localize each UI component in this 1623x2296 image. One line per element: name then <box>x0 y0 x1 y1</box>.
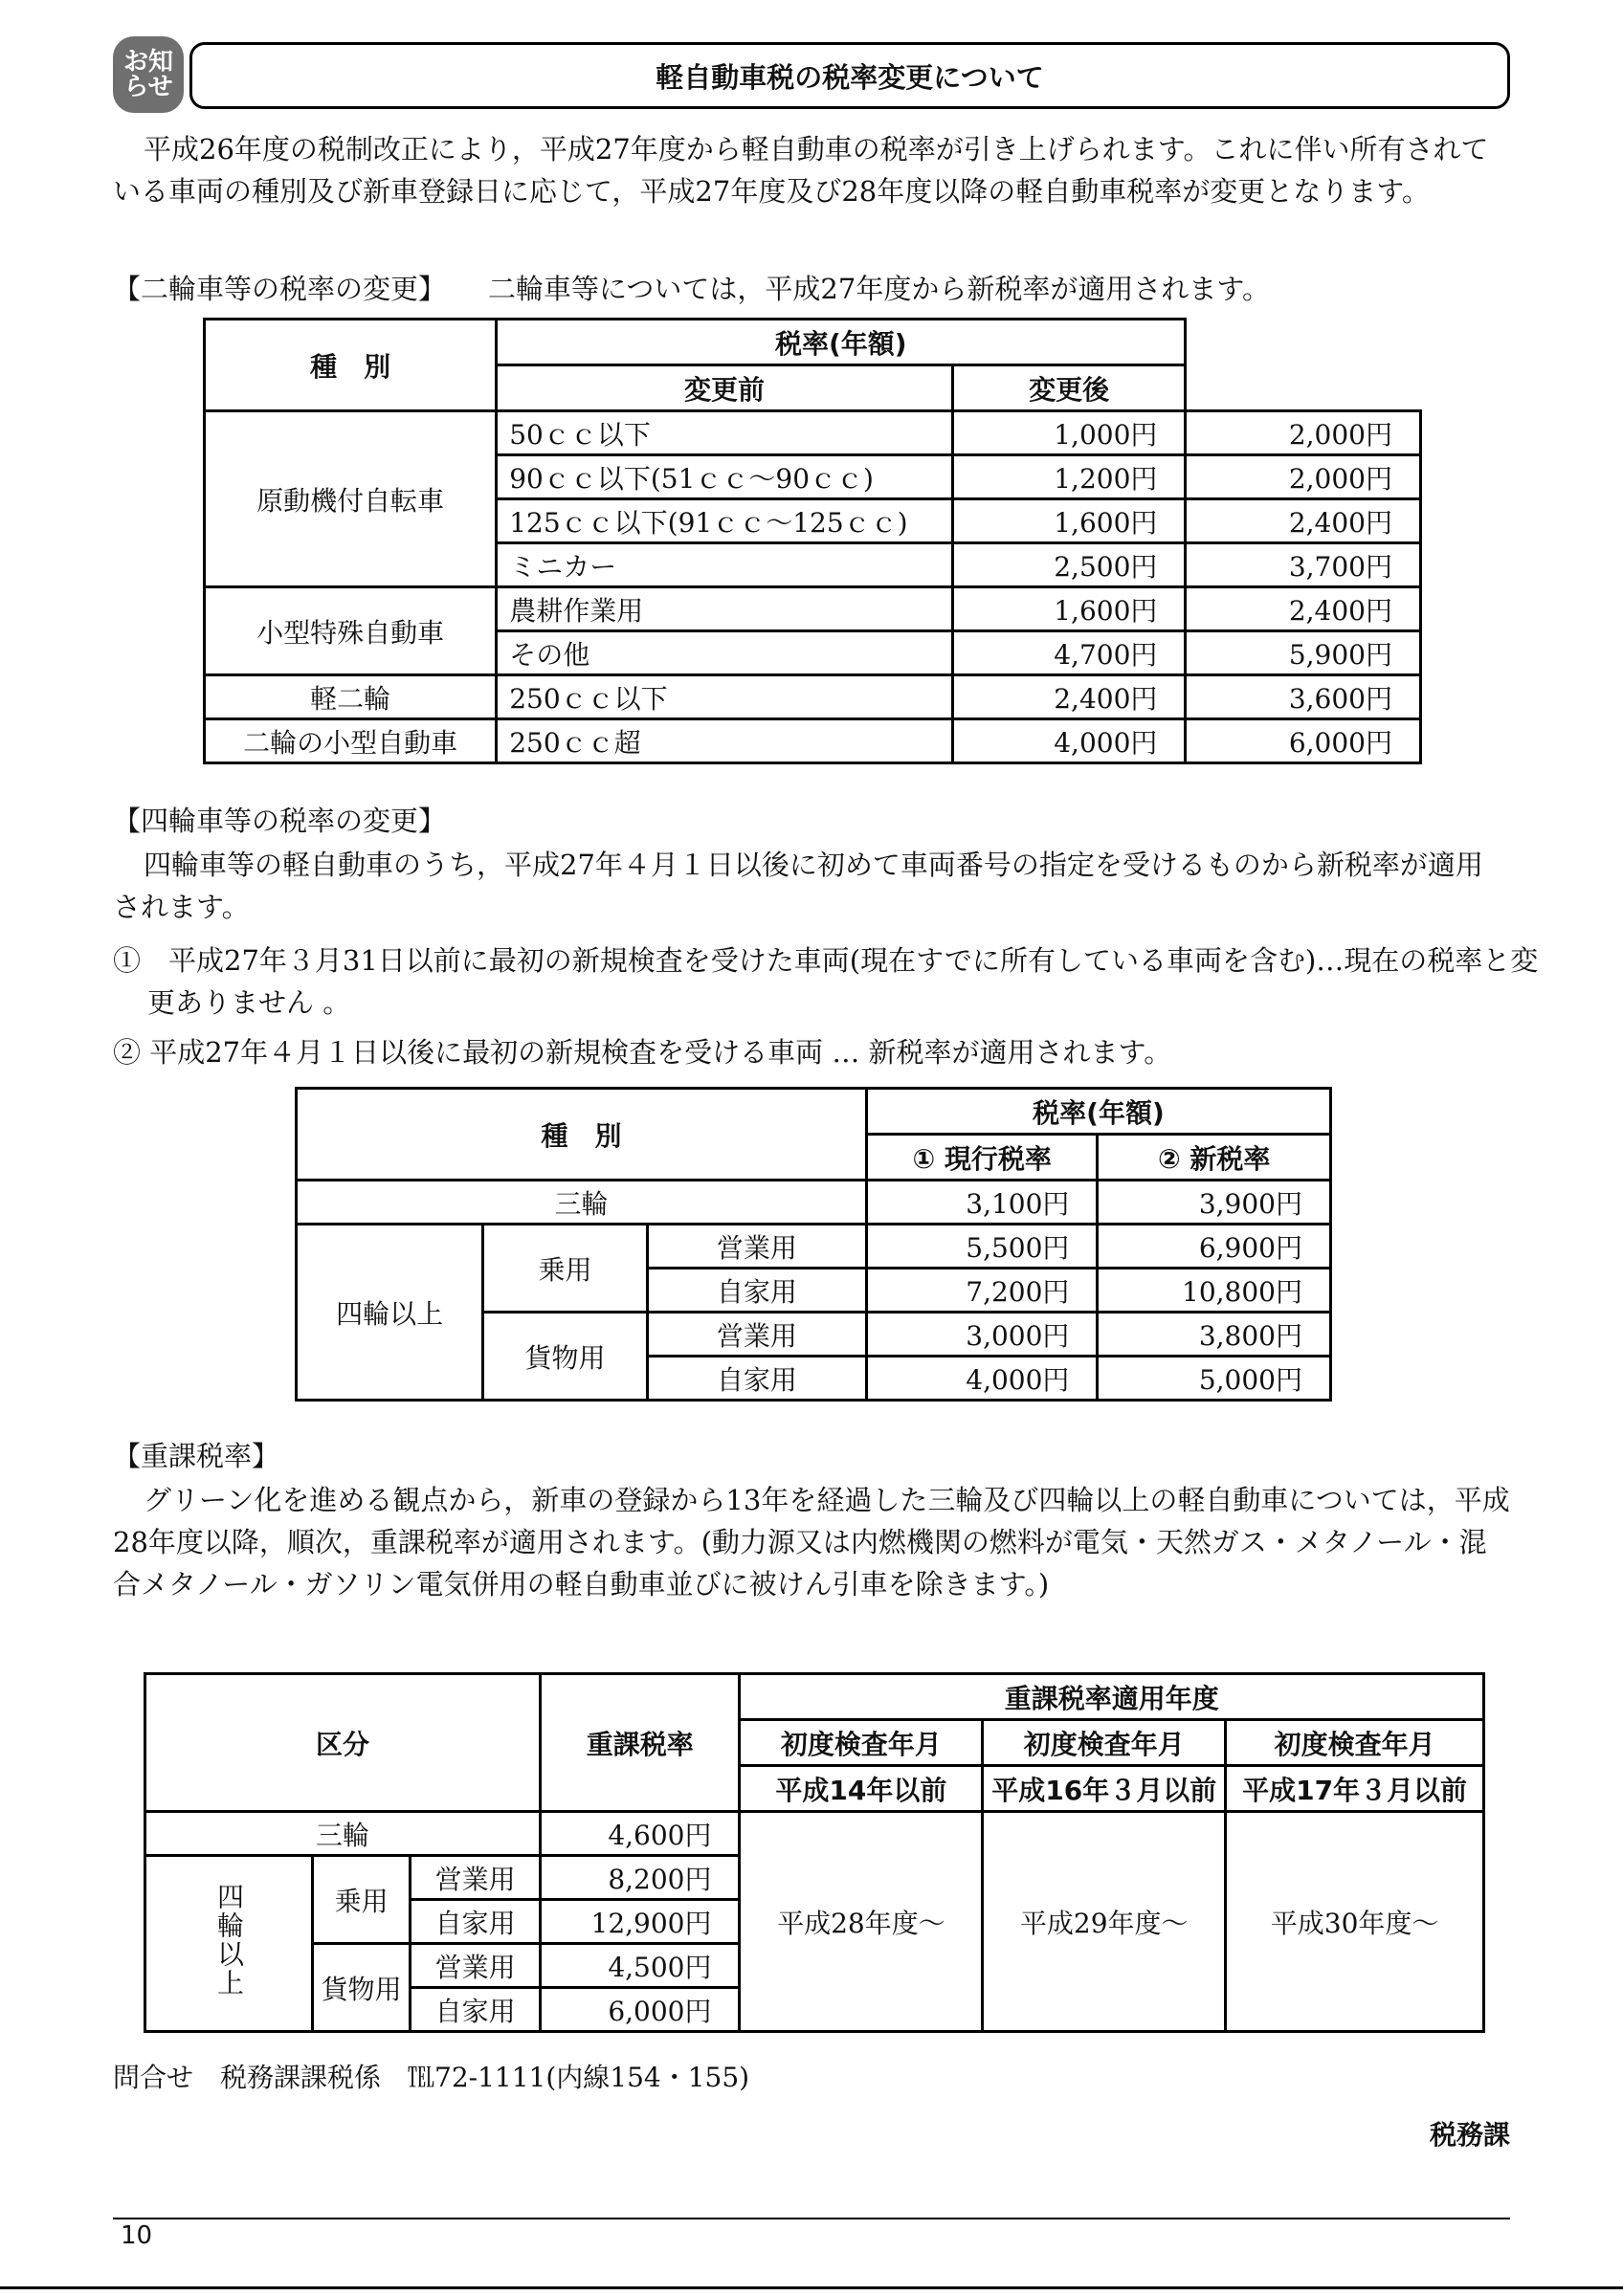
department-name: 税務課 <box>1429 2119 1510 2151</box>
t1-sub: 農耕作業用 <box>497 587 953 631</box>
t3-business: 営業用 <box>411 1856 541 1900</box>
t2-new: 10,800円 <box>1098 1269 1331 1313</box>
page-number: 10 <box>121 2221 153 2250</box>
t1-after: 6,000円 <box>1186 719 1421 763</box>
t2-new-header: ② 新税率 <box>1098 1135 1331 1181</box>
table-row <box>205 675 1421 719</box>
t2-rate-header: 税率(年額) <box>866 1089 1330 1135</box>
four-wheel-rate-table <box>295 1087 1332 1402</box>
page-title: 軽自動車税の税率変更について <box>189 42 1510 109</box>
t2-current-header: ① 現行税率 <box>866 1135 1097 1181</box>
t1-after: 2,000円 <box>1186 455 1421 499</box>
t1-sub: 125ｃｃ以下(91ｃｃ～125ｃｃ) <box>497 499 953 543</box>
t1-before: 1,600円 <box>952 587 1186 631</box>
t1-before: 1,600円 <box>952 499 1186 543</box>
t2-current: 7,200円 <box>866 1269 1097 1313</box>
section-3-text: グリーン化を進める観点から，新車の登録から13年を経過した三輪及び四輪以上の軽自動車については，平成28年度以降，順次，重課税率が適用されます。(動力源又は内燃機関の燃料が電気・天然ガス・メタノール・混合メタノール・ガソリン電気併用の軽自動車並びに被けん引車を除きます。) <box>113 1484 1510 1601</box>
t2-new: 3,900円 <box>1098 1181 1331 1225</box>
t1-before-header: 変更前 <box>497 365 953 411</box>
table-row <box>297 1225 1331 1269</box>
t1-group-special: 小型特殊自動車 <box>205 587 497 675</box>
t2-business: 営業用 <box>647 1313 866 1357</box>
footer-rule <box>113 2218 1510 2219</box>
t2-current: 5,500円 <box>866 1225 1097 1269</box>
section-1-label: 【二輪車等の税率の変更】 <box>113 273 447 305</box>
section-2-text: 四輪車等の軽自動車のうち，平成27年４月１日以後に初めて車両番号の指定を受けるものから新税率が適用されます。 <box>113 849 1483 923</box>
t3-private: 自家用 <box>411 1900 541 1944</box>
t3-four-wheel <box>145 1856 313 2032</box>
t2-private: 自家用 <box>647 1357 866 1401</box>
section-2-item-1: ① 平成27年３月31日以前に最初の新規検査を受けた車両(現在すでに所有している車両を含む)…現在の税率と変更ありません 。 <box>113 944 1539 1019</box>
t3-insp-header: 初度検査年月 <box>1226 1720 1484 1766</box>
table-row <box>205 719 1421 763</box>
heavy-tax-table <box>144 1672 1485 2033</box>
t1-rate-header: 税率(年額) <box>497 320 1186 365</box>
t3-date-2: 平成16年３月以前 <box>983 1766 1226 1812</box>
t1-group-small-two: 二輪の小型自動車 <box>205 719 497 763</box>
t3-four-wheel-label: 四輪以上 <box>213 1883 245 1998</box>
t2-new: 3,800円 <box>1098 1313 1331 1357</box>
table-row <box>145 1812 1484 1856</box>
section-1-text: 二輪車等については，平成27年度から新税率が適用されます。 <box>488 273 1271 305</box>
t1-before: 1,200円 <box>952 455 1186 499</box>
page-bottom-rule <box>0 2286 1623 2289</box>
t3-date-1: 平成14年以前 <box>740 1766 983 1812</box>
table-row <box>297 1181 1331 1225</box>
t2-business: 営業用 <box>647 1225 866 1269</box>
section-2-item-2: ② 平成27年４月１日以後に最初の新規検査を受ける車両 … 新税率が適用されます。 <box>113 1036 1172 1069</box>
t1-kind-header: 種 別 <box>205 320 497 411</box>
t2-passenger: 乗用 <box>483 1225 647 1313</box>
t1-sub: その他 <box>497 631 953 675</box>
t2-kind-header: 種 別 <box>297 1089 867 1181</box>
t3-year-2: 平成29年度～ <box>983 1812 1226 2032</box>
t1-after: 2,400円 <box>1186 499 1421 543</box>
t3-rate: 8,200円 <box>541 1856 740 1900</box>
t1-sub: 90ｃｃ以下(51ｃｃ～90ｃｃ) <box>497 455 953 499</box>
t1-before: 2,500円 <box>952 543 1186 587</box>
t3-year-3: 平成30年度～ <box>1226 1812 1484 2032</box>
t1-before: 4,000円 <box>952 719 1186 763</box>
t3-rate: 4,500円 <box>541 1944 740 1988</box>
t2-new: 6,900円 <box>1098 1225 1331 1269</box>
t3-business: 営業用 <box>411 1944 541 1988</box>
t1-after: 2,400円 <box>1186 587 1421 631</box>
t3-cargo: 貨物用 <box>313 1944 411 2032</box>
table-row <box>205 587 1421 631</box>
contact-info: 問合せ 税務課課税係 ℡72-1111(内線154・155) <box>113 2062 750 2093</box>
badge-line-1: お知 <box>122 48 173 77</box>
intro-paragraph: 平成26年度の税制改正により，平成27年度から軽自動車の税率が引き上げられます。これに伴い所有されている車両の種別及び新車登録日に応じて，平成27年度及び28年度以降の軽自動車税率が変更となります。 <box>113 133 1489 208</box>
t3-three-rate: 4,600円 <box>541 1812 740 1856</box>
t2-new: 5,000円 <box>1098 1357 1331 1401</box>
section-1-heading <box>113 268 1510 310</box>
t3-passenger: 乗用 <box>313 1856 411 1944</box>
t1-sub: ミニカー <box>497 543 953 587</box>
section-2-label: 【四輪車等の税率の変更】 <box>113 805 447 837</box>
t3-date-3: 平成17年３月以前 <box>1226 1766 1484 1812</box>
t3-kubun-header: 区分 <box>145 1674 541 1812</box>
t3-year-1: 平成28年度～ <box>740 1812 983 2032</box>
t1-before: 4,700円 <box>952 631 1186 675</box>
t2-three-wheel: 三輪 <box>297 1181 867 1225</box>
t3-insp-header: 初度検査年月 <box>983 1720 1226 1766</box>
t3-rate: 12,900円 <box>541 1900 740 1944</box>
t3-rate-header: 重課税率 <box>541 1674 740 1812</box>
t1-after-header: 変更後 <box>952 365 1186 411</box>
table-row <box>205 411 1421 455</box>
t3-rate: 6,000円 <box>541 1988 740 2032</box>
t2-current: 3,000円 <box>866 1313 1097 1357</box>
t1-before: 2,400円 <box>952 675 1186 719</box>
t1-group-moped: 原動機付自転車 <box>205 411 497 587</box>
t2-private: 自家用 <box>647 1269 866 1313</box>
notice-badge <box>113 36 184 113</box>
section-3-label: 【重課税率】 <box>113 1440 280 1472</box>
t3-year-header: 重課税率適用年度 <box>740 1674 1484 1720</box>
t1-after: 5,900円 <box>1186 631 1421 675</box>
t3-insp-header: 初度検査年月 <box>740 1720 983 1766</box>
t2-cargo: 貨物用 <box>483 1313 647 1401</box>
t3-three-wheel: 三輪 <box>145 1812 541 1856</box>
t1-sub: 250ｃｃ以下 <box>497 675 953 719</box>
t2-current: 4,000円 <box>866 1357 1097 1401</box>
t1-after: 2,000円 <box>1186 411 1421 455</box>
t1-before: 1,000円 <box>952 411 1186 455</box>
t1-sub: 250ｃｃ超 <box>497 719 953 763</box>
t1-after: 3,600円 <box>1186 675 1421 719</box>
t1-group-light-two: 軽二輪 <box>205 675 497 719</box>
t3-private: 自家用 <box>411 1988 541 2032</box>
t2-current: 3,100円 <box>866 1181 1097 1225</box>
two-wheel-rate-table <box>203 318 1422 764</box>
t1-sub: 50ｃｃ以下 <box>497 411 953 455</box>
t1-after: 3,700円 <box>1186 543 1421 587</box>
badge-line-2: らせ <box>123 73 173 101</box>
t2-four-wheel: 四輪以上 <box>297 1225 483 1401</box>
